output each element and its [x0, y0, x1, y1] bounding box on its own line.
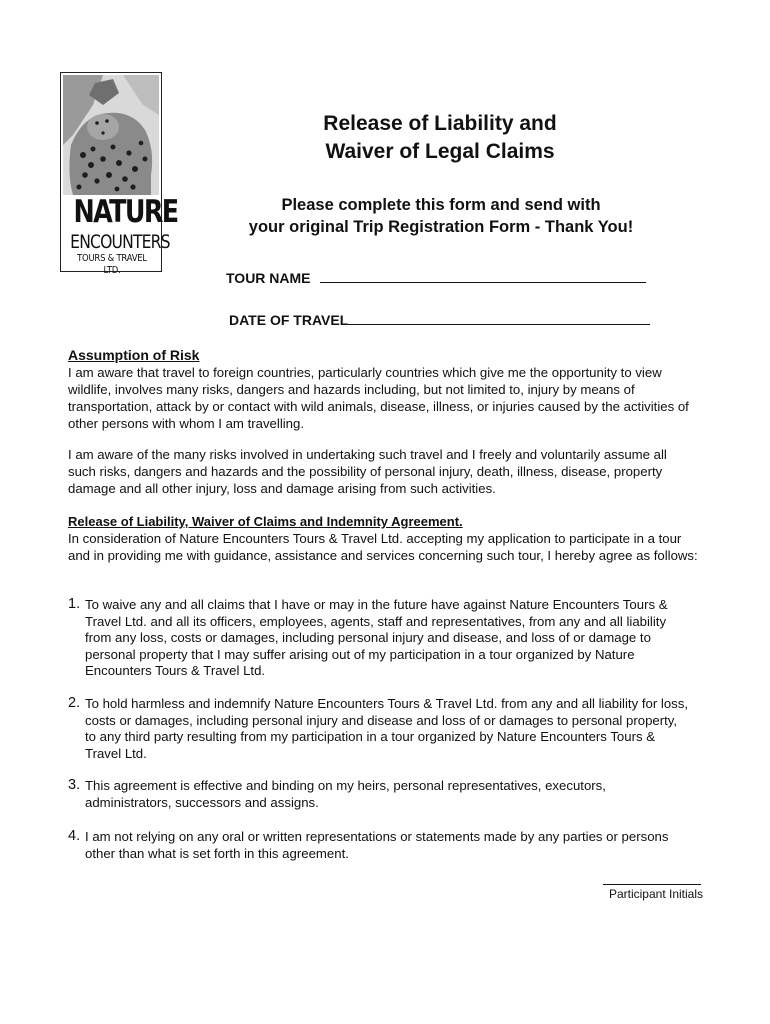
- list-item: [68, 597, 688, 680]
- list-item-number: 3.: [68, 777, 81, 793]
- leopard-image: [63, 75, 159, 195]
- date-of-travel-label: DATE OF TRAVEL: [229, 312, 349, 328]
- logo-text-tours-travel: TOURS & TRAVEL LTD.: [77, 253, 147, 276]
- assumption-paragraph-1: I am aware that travel to foreign countries, particularly countries which give me the opportunity to view wildlife, involves many risks, dangers and hazards including, but not limited to, injury by means of transportation, attack by or contact with wild animals, disease, illness, or injuries caused by the activities of other persons with whom I am travelling.: [68, 365, 689, 431]
- company-logo: [60, 72, 178, 276]
- list-item: [68, 778, 688, 811]
- subtitle-line-1: Please complete this form and send with: [281, 196, 601, 214]
- release-heading: Release of Liability, Waiver of Claims and Indemnity Agreement.: [68, 514, 463, 529]
- document-subtitle: [200, 194, 682, 238]
- initials-signature-line[interactable]: [603, 884, 701, 885]
- list-item-text: To hold harmless and indemnify Nature Encounters Tours & Travel Ltd. from any and all liability for loss, costs or damages, including personal injury and disease and loss of or damages to personal property, to any third party resulting from my participation in a tour organized by Nature Encounters Tours & Travel Ltd.: [85, 696, 689, 761]
- title-line-1: Release of Liability and: [323, 112, 557, 135]
- participant-initials: [601, 884, 703, 901]
- release-intro: In consideration of Nature Encounters Tours & Travel Ltd. accepting my application to participate in a tour and in providing me with guidance, assistance and services concerning such tour, I hereby agree as follows:: [68, 531, 698, 563]
- tour-name-input-line[interactable]: [320, 268, 646, 283]
- date-of-travel-field: [229, 310, 650, 328]
- list-item: [68, 696, 688, 762]
- date-of-travel-input-line[interactable]: [348, 310, 650, 325]
- list-item-text: To waive any and all claims that I have or may in the future have against Nature Encounters Tours & Travel Ltd. and all its officers, employees, agents, staff and representatives, from any and all liability from any loss, costs or damages, including personal injury and disease, and loss of or damage to personal property that I may suffer arising out of my participation in a tour organized by Nature Encounters Tours & Travel Ltd.: [85, 597, 668, 678]
- document-title: [200, 110, 680, 166]
- assumption-paragraph-2: I am aware of the many risks involved in undertaking such travel and I freely and voluntarily assume all such risks, dangers and hazards and the possibility of personal injury, death, illness, disease, property damage and all other injury, loss and damage arising from such activities.: [68, 447, 667, 496]
- list-item: [68, 829, 688, 862]
- participant-initials-label: Participant Initials: [608, 887, 703, 901]
- list-item-number: 2.: [68, 695, 81, 711]
- list-item-number: 4.: [68, 828, 81, 844]
- subtitle-line-2: your original Trip Registration Form - Thank You!: [248, 218, 634, 236]
- assumption-of-risk-heading: Assumption of Risk: [68, 347, 200, 363]
- tour-name-field: [226, 268, 646, 286]
- title-line-2: Waiver of Legal Claims: [325, 140, 555, 163]
- list-item-text: This agreement is effective and binding on my heirs, personal representatives, executors, administrators, successors and assigns.: [85, 778, 606, 810]
- logo-text-nature: NATURE: [73, 194, 178, 230]
- logo-text-encounters: ENCOUNTERS: [70, 231, 170, 253]
- list-item-text: I am not relying on any oral or written representations or statements made by any parties or persons other than what is set forth in this agreement.: [85, 829, 669, 861]
- list-item-number: 1.: [68, 596, 81, 612]
- tour-name-label: TOUR NAME: [226, 270, 311, 286]
